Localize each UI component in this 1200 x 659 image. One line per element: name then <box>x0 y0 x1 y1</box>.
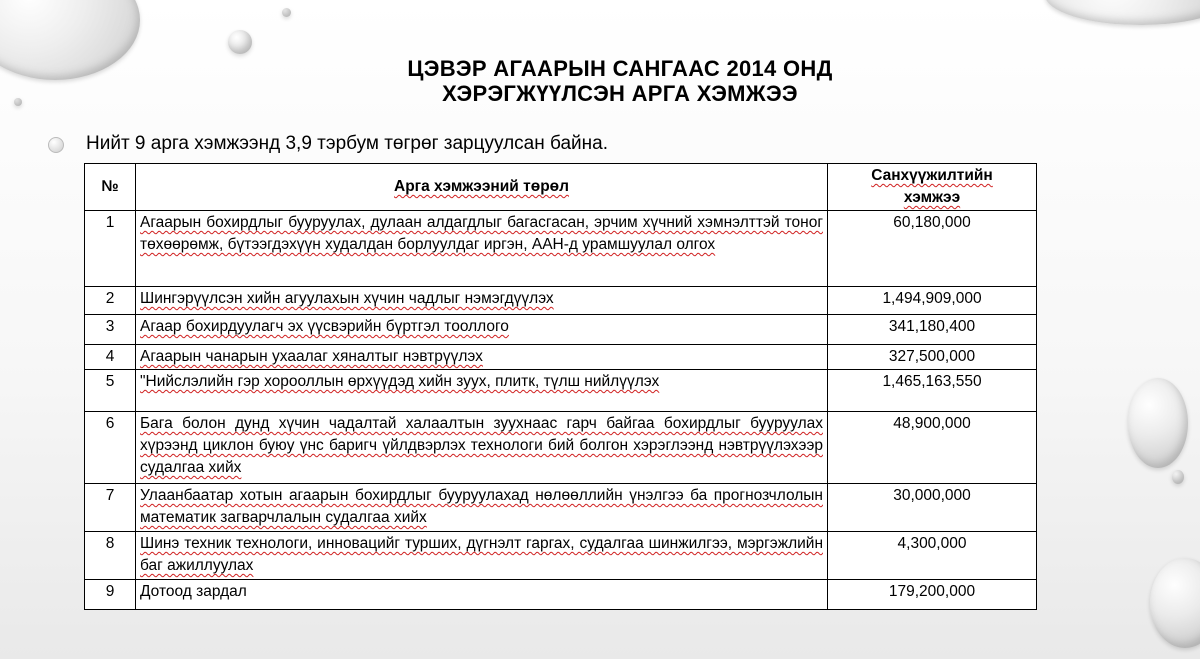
row-number: 6 <box>85 412 136 484</box>
row-description-text: Улаанбаатар хотын агаарын бохирдлыг бууруулахад нөлөөллийн үнэлгээ ба прогнозчлолын математик загварчлалын судалгаа хийх <box>140 487 823 526</box>
water-drop-decoration <box>1172 470 1184 484</box>
header-amount-line2: хэмжээ <box>903 189 961 206</box>
slide-title-line2: ХЭРЭГЖҮҮЛСЭН АРГА ХЭМЖЭЭ <box>442 81 798 106</box>
table-row <box>85 484 1037 532</box>
bullet-icon <box>48 137 64 153</box>
row-amount: 60,180,000 <box>828 211 1037 287</box>
header-amount-line1: Санхүүжилтийн <box>871 167 993 184</box>
row-description <box>136 315 828 345</box>
row-amount: 30,000,000 <box>828 484 1037 532</box>
row-description <box>136 532 828 580</box>
row-description <box>136 412 828 484</box>
row-description <box>136 345 828 370</box>
row-number: 7 <box>85 484 136 532</box>
slide-title <box>300 56 940 106</box>
header-no: № <box>85 164 136 211</box>
table-row <box>85 370 1037 412</box>
row-amount: 1,465,163,550 <box>828 370 1037 412</box>
row-description-text: Агаарын бохирдлыг бууруулах, дулаан алдагдлыг багасгасан, эрчим хүчний хэмнэлттэй тоног төхөөрөмж, бүтээгдэхүүн худалдан борлуулдаг иргэн, ААН-д урамшуулал олгох <box>140 214 823 253</box>
row-description-text: Агаар бохирдуулагч эх үүсвэрийн бүртгэл тооллого <box>140 318 509 335</box>
row-description-text: Агаарын чанарын ухаалаг хяналтыг нэвтрүүлэх <box>140 348 483 365</box>
water-drop-decoration <box>0 0 140 80</box>
water-drop-decoration <box>1045 0 1200 25</box>
table-row <box>85 412 1037 484</box>
header-amount <box>828 164 1037 211</box>
table-row <box>85 532 1037 580</box>
water-drop-decoration <box>1150 558 1200 648</box>
table-row <box>85 315 1037 345</box>
table-header-row <box>85 164 1037 211</box>
water-drop-decoration <box>228 30 252 54</box>
row-amount: 341,180,400 <box>828 315 1037 345</box>
row-description-text: Шинэ техник технологи, инновацийг турших, дүгнэлт гаргах, судалгаа шинжилгээ, мэргэжлийн баг ажиллуулах <box>140 535 823 574</box>
row-description-text: Бага болон дунд хүчин чадалтай халаалтын зуухнаас гарч байгаа бохирдлыг бууруулах хүрээнд циклон буюу үнс баригч үйлдвэрлэх технологи бий болгон хэрэглээнд нэвтрүүлэхээр судалгаа хийх <box>140 415 823 476</box>
header-type <box>136 164 828 211</box>
row-description <box>136 370 828 412</box>
header-type-label: Арга хэмжээний төрөл <box>394 178 569 195</box>
measures-table <box>84 163 1037 610</box>
row-number: 2 <box>85 287 136 315</box>
row-amount: 4,300,000 <box>828 532 1037 580</box>
row-amount: 179,200,000 <box>828 580 1037 610</box>
row-number: 8 <box>85 532 136 580</box>
row-description <box>136 287 828 315</box>
row-amount: 48,900,000 <box>828 412 1037 484</box>
row-number: 5 <box>85 370 136 412</box>
slide-title-line1: ЦЭВЭР АГААРЫН САНГААС 2014 ОНД <box>407 56 833 81</box>
water-drop-decoration <box>282 8 291 17</box>
water-drop-decoration <box>14 98 22 106</box>
row-number: 9 <box>85 580 136 610</box>
table-row <box>85 287 1037 315</box>
row-number: 1 <box>85 211 136 287</box>
row-number: 4 <box>85 345 136 370</box>
row-description-text: Шингэрүүлсэн хийн агуулахын хүчин чадлыг нэмэгдүүлэх <box>140 290 554 307</box>
water-drop-decoration <box>1128 378 1188 468</box>
row-description-text: "Нийслэлийн гэр хорооллын өрхүүдэд хийн зуух, плитк, түлш нийлүүлэх <box>140 373 660 390</box>
row-description-text: Дотоод зардал <box>140 583 247 600</box>
row-amount: 1,494,909,000 <box>828 287 1037 315</box>
table-row <box>85 580 1037 610</box>
row-description <box>136 580 828 610</box>
row-amount: 327,500,000 <box>828 345 1037 370</box>
summary-text: Нийт 9 арга хэмжээнд 3,9 тэрбум төгрөг зарцуулсан байна. <box>86 133 608 154</box>
row-description <box>136 484 828 532</box>
row-number: 3 <box>85 315 136 345</box>
table-row <box>85 345 1037 370</box>
table-row <box>85 211 1037 287</box>
row-description <box>136 211 828 287</box>
